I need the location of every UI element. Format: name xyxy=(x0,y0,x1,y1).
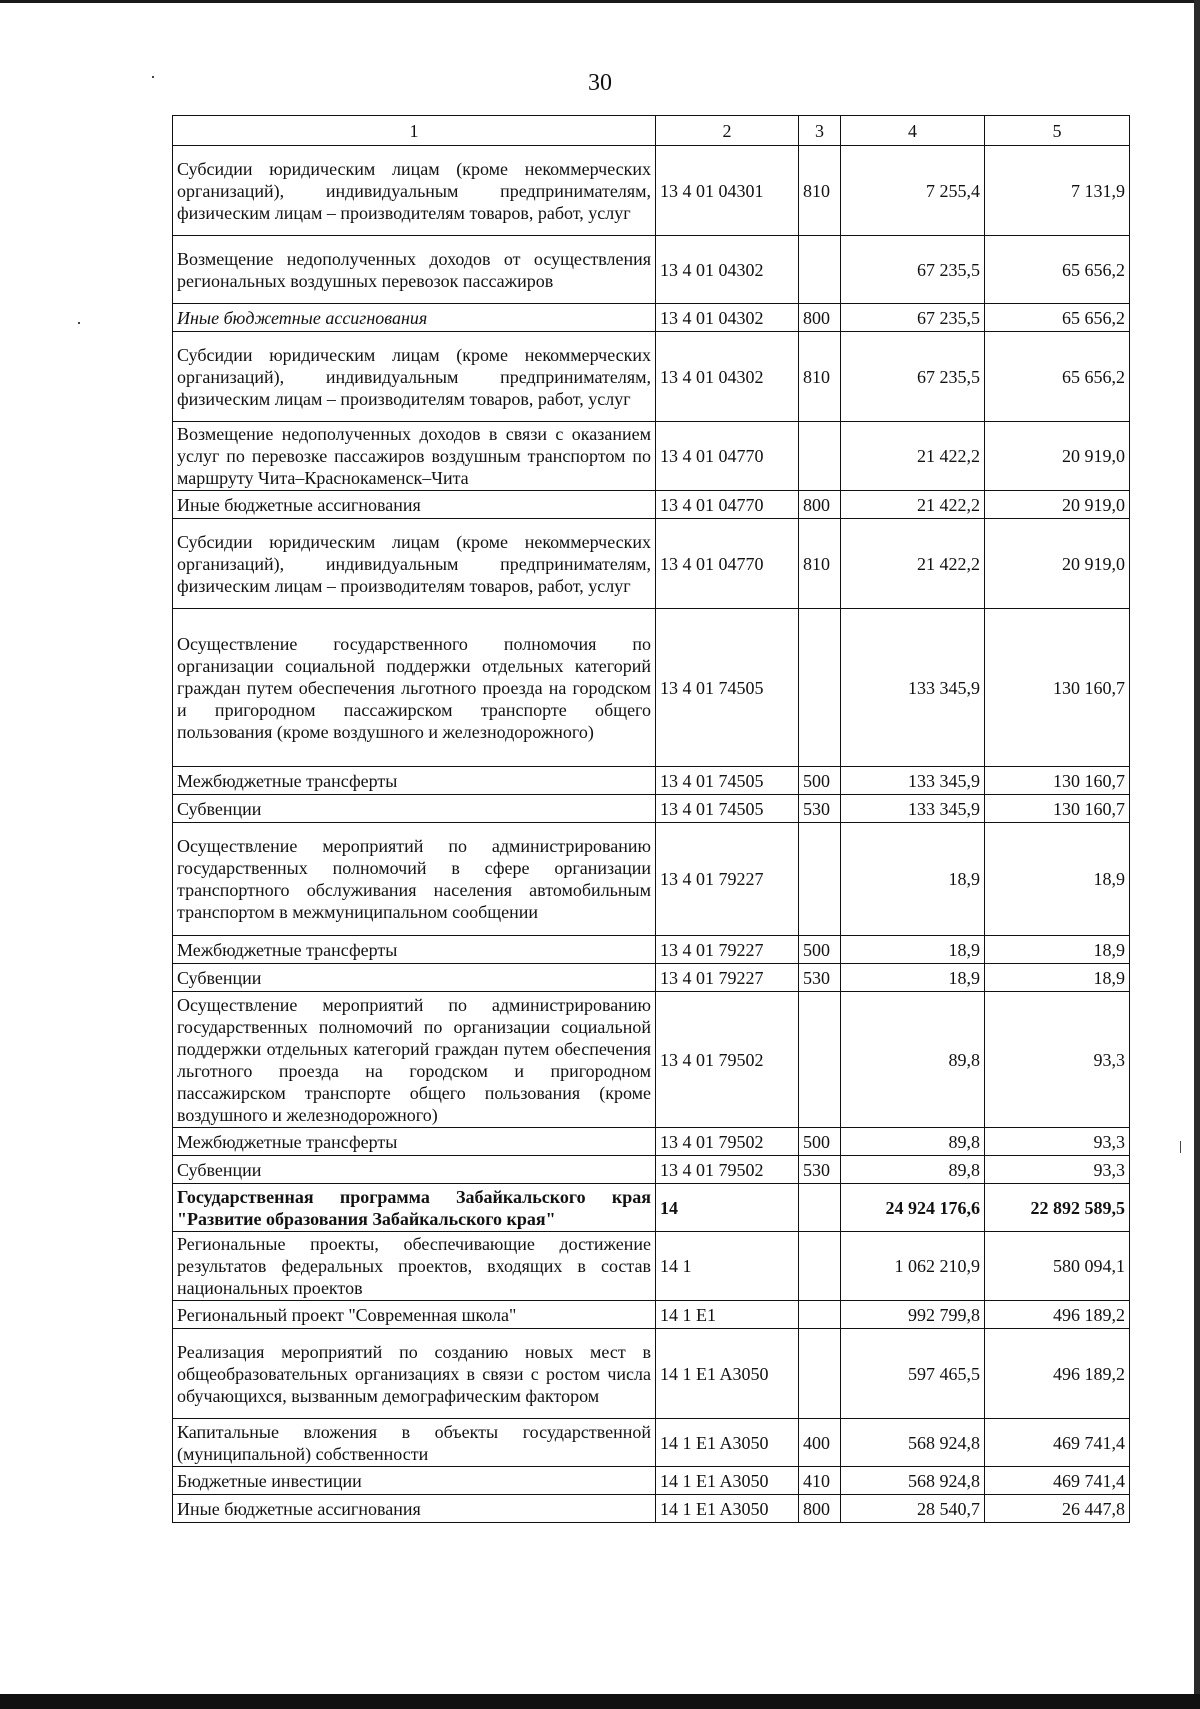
row-name-cell: Реализация мероприятий по созданию новых мест в общеобразовательных организациях в связи с ростом числа обучающихся, вызванным демографическим фактором xyxy=(173,1329,656,1419)
row-value-1-cell: 24 924 176,6 xyxy=(841,1184,985,1232)
row-value-2-cell: 496 189,2 xyxy=(985,1301,1130,1329)
row-code-cell: 13 4 01 79227 xyxy=(656,823,799,936)
row-code-cell: 13 4 01 04302 xyxy=(656,304,799,332)
scan-speck xyxy=(1180,1141,1181,1153)
row-code-cell: 14 1 xyxy=(656,1232,799,1301)
row-value-2-cell: 22 892 589,5 xyxy=(985,1184,1130,1232)
row-value-1-cell: 18,9 xyxy=(841,823,985,936)
row-code-cell: 14 1 E1 A3050 xyxy=(656,1329,799,1419)
budget-table xyxy=(172,115,1130,1523)
row-type-cell xyxy=(799,1329,841,1419)
row-code-cell: 13 4 01 74505 xyxy=(656,795,799,823)
table-row xyxy=(173,304,1130,332)
row-value-1-cell: 67 235,5 xyxy=(841,304,985,332)
row-code-cell: 13 4 01 79227 xyxy=(656,964,799,992)
row-value-2-cell: 18,9 xyxy=(985,936,1130,964)
table-row xyxy=(173,1232,1130,1301)
row-type-cell xyxy=(799,1301,841,1329)
scan-edge-top xyxy=(0,0,1200,3)
row-name-cell: Капитальные вложения в объекты государственной (муниципальной) собственности xyxy=(173,1419,656,1467)
row-name-cell: Субсидии юридическим лицам (кроме некоммерческих организаций), индивидуальным предпринимателям, физическим лицам – производителям товаров, работ, услуг xyxy=(173,146,656,236)
table-row xyxy=(173,767,1130,795)
row-value-2-cell: 93,3 xyxy=(985,1156,1130,1184)
table-row xyxy=(173,1329,1130,1419)
row-value-1-cell: 597 465,5 xyxy=(841,1329,985,1419)
row-name-cell: Осуществление мероприятий по администрированию государственных полномочий по организации социальной поддержки отдельных категорий граждан путем обеспечения льготного проезда на городском и пригородном пассажирском транспорте общего пользования (кроме воздушного и железнодорожного) xyxy=(173,992,656,1128)
table-row xyxy=(173,1156,1130,1184)
row-code-cell: 14 xyxy=(656,1184,799,1232)
table-row xyxy=(173,491,1130,519)
row-value-1-cell: 89,8 xyxy=(841,992,985,1128)
row-name-cell: Межбюджетные трансферты xyxy=(173,936,656,964)
row-code-cell: 13 4 01 79502 xyxy=(656,992,799,1128)
row-name-cell: Субвенции xyxy=(173,964,656,992)
table-row xyxy=(173,964,1130,992)
row-value-1-cell: 568 924,8 xyxy=(841,1419,985,1467)
row-name-cell: Государственная программа Забайкальского края "Развитие образования Забайкальского края" xyxy=(173,1184,656,1232)
row-code-cell: 13 4 01 74505 xyxy=(656,609,799,767)
row-code-cell: 13 4 01 79502 xyxy=(656,1156,799,1184)
row-value-2-cell: 93,3 xyxy=(985,1128,1130,1156)
row-name-cell: Региональные проекты, обеспечивающие достижение результатов федеральных проектов, входящих в состав национальных проектов xyxy=(173,1232,656,1301)
row-value-2-cell: 496 189,2 xyxy=(985,1329,1130,1419)
row-value-1-cell: 21 422,2 xyxy=(841,491,985,519)
row-type-cell xyxy=(799,609,841,767)
row-type-cell xyxy=(799,823,841,936)
row-type-cell xyxy=(799,1184,841,1232)
row-value-1-cell: 21 422,2 xyxy=(841,422,985,491)
row-type-cell xyxy=(799,236,841,304)
row-value-1-cell: 133 345,9 xyxy=(841,767,985,795)
row-value-1-cell: 568 924,8 xyxy=(841,1467,985,1495)
row-value-2-cell: 20 919,0 xyxy=(985,422,1130,491)
header-col-3: 3 xyxy=(799,116,841,146)
row-type-cell xyxy=(799,422,841,491)
table-row xyxy=(173,1467,1130,1495)
row-name-cell: Возмещение недополученных доходов в связи с оказанием услуг по перевозке пассажиров воздушным транспортом по маршруту Чита–Краснокаменск–Чита xyxy=(173,422,656,491)
scan-edge-right xyxy=(1194,0,1200,1709)
table-row xyxy=(173,146,1130,236)
table-row xyxy=(173,1495,1130,1523)
scan-speck xyxy=(152,76,154,78)
table-row xyxy=(173,823,1130,936)
row-code-cell: 13 4 01 04302 xyxy=(656,236,799,304)
row-type-cell xyxy=(799,992,841,1128)
page-number: 30 xyxy=(588,70,612,96)
row-value-2-cell: 18,9 xyxy=(985,964,1130,992)
header-col-2: 2 xyxy=(656,116,799,146)
row-value-2-cell: 93,3 xyxy=(985,992,1130,1128)
row-name-cell: Возмещение недополученных доходов от осуществления региональных воздушных перевозок пассажиров xyxy=(173,236,656,304)
row-value-2-cell: 469 741,4 xyxy=(985,1419,1130,1467)
table-header-row xyxy=(173,116,1130,146)
row-value-1-cell: 89,8 xyxy=(841,1128,985,1156)
table-row xyxy=(173,992,1130,1128)
table-row xyxy=(173,332,1130,422)
table-row xyxy=(173,1301,1130,1329)
header-col-4: 4 xyxy=(841,116,985,146)
row-value-2-cell: 20 919,0 xyxy=(985,519,1130,609)
table-row xyxy=(173,519,1130,609)
row-value-1-cell: 67 235,5 xyxy=(841,332,985,422)
row-name-cell: Иные бюджетные ассигнования xyxy=(173,304,656,332)
row-value-1-cell: 992 799,8 xyxy=(841,1301,985,1329)
row-value-1-cell: 28 540,7 xyxy=(841,1495,985,1523)
row-name-cell: Осуществление мероприятий по администрированию государственных полномочий в сфере организации транспортного обслуживания населения автомобильным транспортом в межмуниципальном сообщении xyxy=(173,823,656,936)
row-code-cell: 13 4 01 04770 xyxy=(656,422,799,491)
row-code-cell: 14 1 E1 A3050 xyxy=(656,1495,799,1523)
row-name-cell: Региональный проект "Современная школа" xyxy=(173,1301,656,1329)
table-body xyxy=(173,146,1130,1523)
row-value-1-cell: 1 062 210,9 xyxy=(841,1232,985,1301)
row-type-cell: 800 xyxy=(799,304,841,332)
table-row xyxy=(173,609,1130,767)
header-col-5: 5 xyxy=(985,116,1130,146)
table-row xyxy=(173,795,1130,823)
row-name-cell: Иные бюджетные ассигнования xyxy=(173,491,656,519)
row-type-cell: 500 xyxy=(799,1128,841,1156)
row-value-2-cell: 18,9 xyxy=(985,823,1130,936)
row-value-2-cell: 130 160,7 xyxy=(985,609,1130,767)
row-type-cell: 500 xyxy=(799,936,841,964)
row-code-cell: 14 1 E1 A3050 xyxy=(656,1467,799,1495)
table-row xyxy=(173,1128,1130,1156)
row-type-cell: 810 xyxy=(799,519,841,609)
row-type-cell: 400 xyxy=(799,1419,841,1467)
row-value-2-cell: 130 160,7 xyxy=(985,795,1130,823)
scan-speck xyxy=(78,322,80,324)
header-col-1: 1 xyxy=(173,116,656,146)
row-value-2-cell: 26 447,8 xyxy=(985,1495,1130,1523)
row-value-1-cell: 133 345,9 xyxy=(841,609,985,767)
row-value-1-cell: 18,9 xyxy=(841,964,985,992)
row-name-cell: Субсидии юридическим лицам (кроме некоммерческих организаций), индивидуальным предпринимателям, физическим лицам – производителям товаров, работ, услуг xyxy=(173,519,656,609)
table-row xyxy=(173,1419,1130,1467)
row-value-1-cell: 133 345,9 xyxy=(841,795,985,823)
row-name-cell: Межбюджетные трансферты xyxy=(173,1128,656,1156)
row-code-cell: 14 1 E1 xyxy=(656,1301,799,1329)
row-name-cell: Межбюджетные трансферты xyxy=(173,767,656,795)
row-value-2-cell: 65 656,2 xyxy=(985,332,1130,422)
table-row xyxy=(173,236,1130,304)
row-type-cell: 530 xyxy=(799,1156,841,1184)
row-type-cell: 800 xyxy=(799,1495,841,1523)
row-type-cell: 530 xyxy=(799,795,841,823)
row-value-2-cell: 580 094,1 xyxy=(985,1232,1130,1301)
row-code-cell: 13 4 01 04301 xyxy=(656,146,799,236)
row-name-cell: Осуществление государственного полномочия по организации социальной поддержки отдельных категорий граждан путем обеспечения льготного проезда на городском и пригородном пассажирском транспорте общего пользования (кроме воздушного и железнодорожного) xyxy=(173,609,656,767)
row-code-cell: 13 4 01 04770 xyxy=(656,491,799,519)
table-row xyxy=(173,1184,1130,1232)
row-value-2-cell: 20 919,0 xyxy=(985,491,1130,519)
row-code-cell: 13 4 01 79502 xyxy=(656,1128,799,1156)
row-value-1-cell: 67 235,5 xyxy=(841,236,985,304)
row-type-cell: 410 xyxy=(799,1467,841,1495)
row-name-cell: Субвенции xyxy=(173,1156,656,1184)
row-name-cell: Субвенции xyxy=(173,795,656,823)
row-name-cell: Иные бюджетные ассигнования xyxy=(173,1495,656,1523)
row-code-cell: 13 4 01 04302 xyxy=(656,332,799,422)
row-type-cell xyxy=(799,1232,841,1301)
row-code-cell: 13 4 01 74505 xyxy=(656,767,799,795)
row-value-2-cell: 65 656,2 xyxy=(985,236,1130,304)
row-value-2-cell: 65 656,2 xyxy=(985,304,1130,332)
row-value-2-cell: 7 131,9 xyxy=(985,146,1130,236)
row-value-1-cell: 89,8 xyxy=(841,1156,985,1184)
row-value-1-cell: 18,9 xyxy=(841,936,985,964)
row-code-cell: 13 4 01 04770 xyxy=(656,519,799,609)
row-code-cell: 14 1 E1 A3050 xyxy=(656,1419,799,1467)
row-value-1-cell: 7 255,4 xyxy=(841,146,985,236)
row-type-cell: 810 xyxy=(799,332,841,422)
row-value-1-cell: 21 422,2 xyxy=(841,519,985,609)
row-type-cell: 800 xyxy=(799,491,841,519)
row-code-cell: 13 4 01 79227 xyxy=(656,936,799,964)
table-row xyxy=(173,422,1130,491)
row-value-2-cell: 469 741,4 xyxy=(985,1467,1130,1495)
row-value-2-cell: 130 160,7 xyxy=(985,767,1130,795)
row-name-cell: Бюджетные инвестиции xyxy=(173,1467,656,1495)
table-row xyxy=(173,936,1130,964)
row-type-cell: 810 xyxy=(799,146,841,236)
row-type-cell: 530 xyxy=(799,964,841,992)
scan-edge-bottom xyxy=(0,1694,1200,1709)
row-type-cell: 500 xyxy=(799,767,841,795)
row-name-cell: Субсидии юридическим лицам (кроме некоммерческих организаций), индивидуальным предпринимателям, физическим лицам – производителям товаров, работ, услуг xyxy=(173,332,656,422)
